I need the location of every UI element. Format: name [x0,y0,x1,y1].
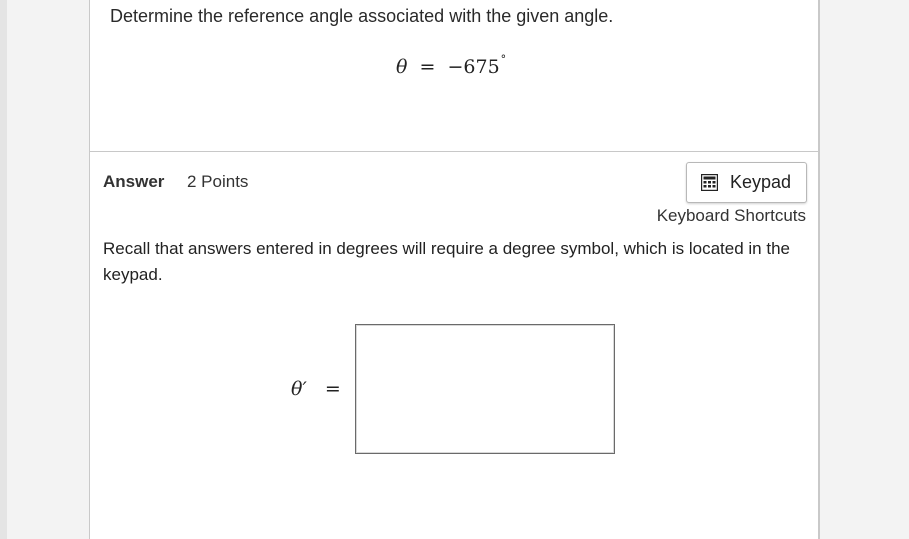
answer-equals-sign: = [324,378,341,400]
answer-equation-label [291,378,341,400]
points-value: 2 Points [187,172,249,191]
given-angle-equation [396,53,507,78]
angle-value: −675 [447,56,500,78]
keypad-label: Keypad [730,172,792,192]
theta-variable: θ [396,56,408,78]
degree-symbol: ° [500,53,507,66]
answer-label: Answer [103,172,165,191]
section-divider [90,151,818,152]
keypad-button[interactable] [686,162,807,203]
question-panel [89,0,820,539]
answer-input-box[interactable] [355,324,615,454]
theta-prime-variable: θ′ [291,378,307,400]
left-gutter [0,0,7,539]
question-text: Determine the reference angle associated with the given angle. [110,6,614,26]
keyboard-shortcuts-link[interactable]: Keyboard Shortcuts [656,206,806,225]
equals-sign: = [419,56,436,78]
degree-instruction: Recall that answers entered in degrees will require a degree symbol, which is located in the keypad. [103,239,790,284]
calculator-icon [701,174,718,191]
